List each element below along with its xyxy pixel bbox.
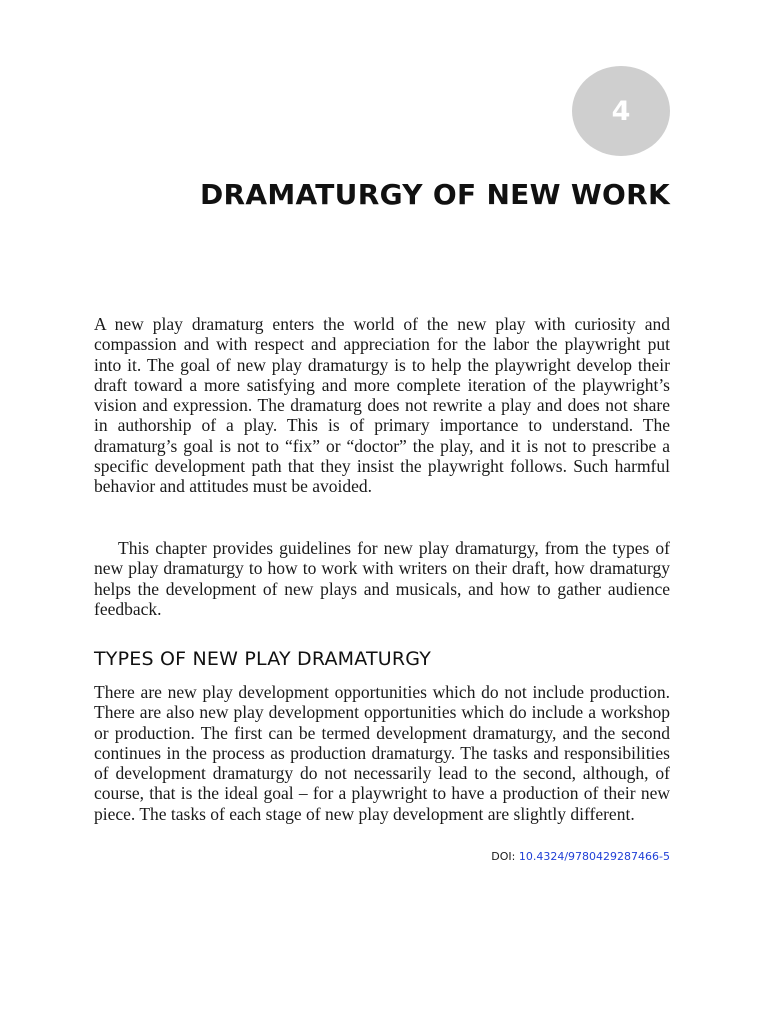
doi-line — [491, 850, 670, 863]
doi-label: DOI: — [491, 850, 519, 863]
body-paragraph: A new play dramaturg enters the world of the new play with curiosity and compassion and with respect and appreciation for the labor the playwright put into it. The goal of new play dramaturgy is to help the playwright develop their draft toward a more satisfying and more complete iteration of the playwright’s vision and expression. The dramaturg does not rewrite a play and does not share in authorship of a play. This is of primary importance to understand. The dramaturg’s goal is not to “fix” or “doctor” the play, and it is not to prescribe a specific development path that they insist the playwright follows. Such harmful behavior and attitudes must be avoided. — [94, 314, 670, 497]
chapter-number-badge — [572, 66, 670, 156]
section-paragraph: There are new play development opportunities which do not include production. There are also new play development opportunities which do include a workshop or production. The first can be termed development dramaturgy, and the second continues in the process as production dramaturgy. The tasks and responsibilities of development dramaturgy do not necessarily lead to the second, although, of course, that is the ideal goal – for a playwright to have a production of their new piece. The tasks of each stage of new play development are slightly different. — [94, 682, 670, 824]
body-paragraph: This chapter provides guidelines for new play dramaturgy, from the types of new play dramaturgy to how to work with writers on their draft, how dramaturgy helps the development of new plays and musicals, and how to gather audience feedback. — [94, 538, 670, 619]
chapter-title: DRAMATURGY OF NEW WORK — [199, 178, 670, 211]
doi-link[interactable]: 10.4324/9780429287466-5 — [518, 850, 670, 863]
section-heading: TYPES OF NEW PLAY DRAMATURGY — [94, 648, 432, 670]
chapter-number: 4 — [611, 95, 631, 127]
